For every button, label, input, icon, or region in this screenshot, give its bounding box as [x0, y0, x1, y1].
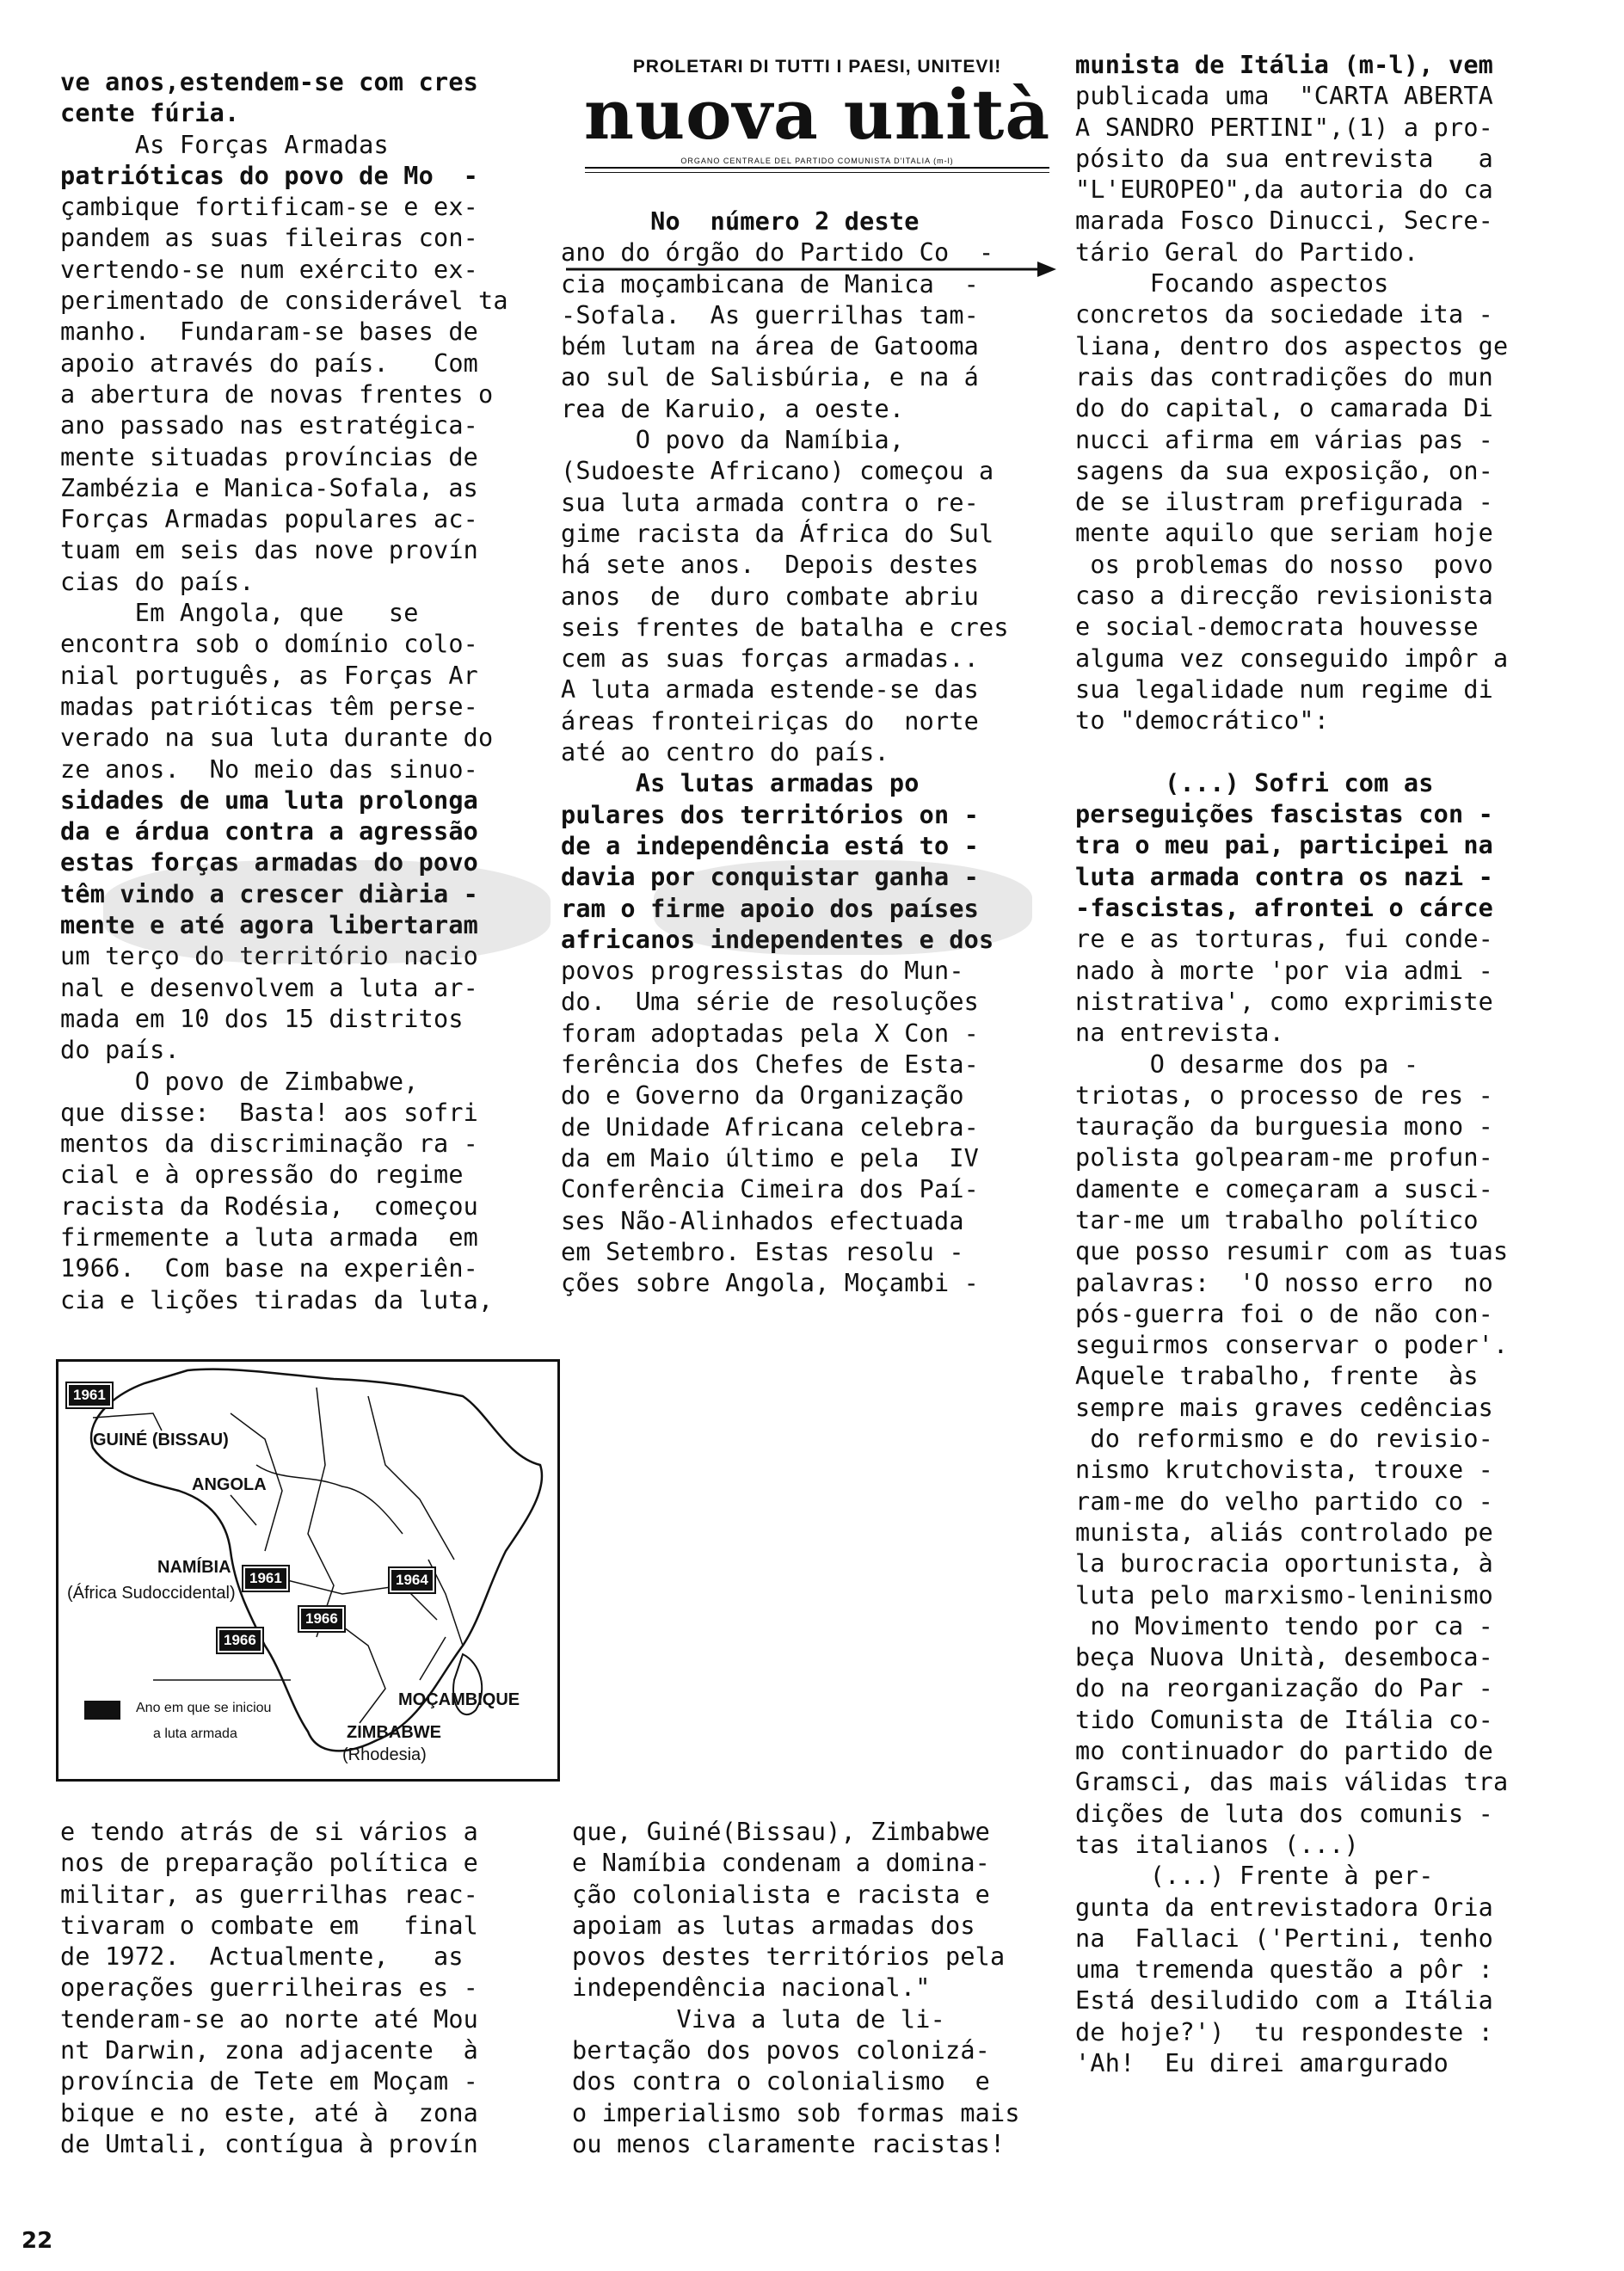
- text-line: gunta da entrevistadora Oria: [1075, 1892, 1494, 1922]
- text-line: cias do país.: [60, 567, 255, 596]
- text-line: nucci afirma em várias pas -: [1075, 425, 1494, 454]
- text-line: nistrativa', como exprimiste: [1075, 987, 1494, 1016]
- text-line: a abertura de novas frentes o: [60, 379, 494, 409]
- text-line: beça Nuova Unità, desemboca-: [1075, 1643, 1494, 1672]
- text-line: de se ilustram prefigurada -: [1075, 488, 1494, 517]
- text-line: Focando aspectos: [1075, 269, 1389, 298]
- text-line: As Forças Armadas: [60, 130, 389, 159]
- text-line: 1966. Com base na experiên-: [60, 1254, 479, 1283]
- text-line: "L'EUROPEO",da autoria do ca: [1075, 175, 1494, 205]
- text-line: bém lutam na área de Gatooma: [561, 332, 980, 361]
- text-line: ses Não-Alinhados efectuada: [561, 1206, 964, 1235]
- year-badge-guine: 1961: [67, 1383, 112, 1407]
- text-line: perseguições fascistas con -: [1075, 800, 1494, 829]
- text-line: No número 2 deste: [561, 207, 920, 236]
- text-line: cente fúria.: [60, 99, 240, 128]
- text-line: Aquele trabalho, frente às: [1075, 1362, 1479, 1391]
- text-line: vertendo-se num exército ex-: [60, 255, 479, 284]
- text-line: rea de Karuio, a oeste.: [561, 394, 905, 423]
- legend-swatch: [84, 1701, 120, 1720]
- text-line: O desarme dos pa -: [1075, 1049, 1419, 1079]
- text-line: e Namíbia condenam a domina-: [572, 1849, 991, 1878]
- text-line: nt Darwin, zona adjacente à: [60, 2036, 479, 2065]
- masthead-slogan: PROLETARI DI TUTTI I PAESI, UNITEVI!: [632, 57, 1002, 77]
- text-line: davia por conquistar ganha -: [561, 863, 980, 892]
- text-line: sua legalidade num regime di: [1075, 674, 1494, 704]
- text-line: to "democrático":: [1075, 706, 1330, 735]
- text-line: militar, as guerrilhas reac-: [60, 1880, 479, 1909]
- text-line: tra o meu pai, participei na: [1075, 831, 1494, 860]
- text-line: tauração da burguesia mono -: [1075, 1112, 1494, 1142]
- text-line: ano passado nas estratégica-: [60, 411, 479, 440]
- text-line: do. Uma série de resoluções: [561, 988, 980, 1017]
- text-line: áreas fronteiriças do norte: [561, 706, 980, 735]
- text-line: sua luta armada contra o re-: [561, 488, 980, 517]
- text-line: manho. Fundaram-se bases de: [60, 317, 479, 347]
- text-line: um terço do território nacio: [60, 942, 479, 971]
- text-line: pósito da sua entrevista a: [1075, 144, 1494, 173]
- text-line: nado à morte 'por via admi -: [1075, 956, 1494, 985]
- text-line: o imperialismo sob formas mais: [572, 2098, 1020, 2127]
- text-line: ção colonialista e racista e: [572, 1880, 991, 1909]
- text-line: sidades de uma luta prolonga: [60, 785, 479, 815]
- text-line: pulares dos territórios on -: [561, 800, 980, 829]
- text-line: sagens da sua exposição, on-: [1075, 456, 1494, 485]
- text-line: madas patrióticas têm perse-: [60, 692, 479, 721]
- map-label-namibia: NAMÍBIA: [157, 1558, 231, 1577]
- text-line: operações guerrilheiras es -: [60, 1973, 479, 2003]
- text-line: do e Governo da Organização: [561, 1081, 964, 1111]
- text-line: que, Guiné(Bissau), Zimbabwe: [572, 1818, 991, 1846]
- ink-smudge: [654, 860, 1032, 955]
- text-line: apoiam as lutas armadas dos: [572, 1911, 975, 1940]
- text-line: ções sobre Angola, Moçambi -: [561, 1269, 980, 1298]
- legend-line-2: a luta armada: [153, 1726, 237, 1741]
- text-line: foram adoptadas pela X Con -: [561, 1019, 980, 1048]
- text-line: A luta armada estende-se das: [561, 675, 980, 705]
- text-line: africanos independentes e dos: [561, 925, 994, 954]
- text-line: bique e no este, até à zona: [60, 2098, 479, 2127]
- text-line: da em Maio último e pela IV: [561, 1143, 980, 1172]
- text-line: luta pelo marxismo-leninismo: [1075, 1580, 1494, 1609]
- text-line: na entrevista.: [1075, 1019, 1285, 1048]
- text-line: povos progressistas do Mun-: [561, 957, 964, 986]
- text-line: tário Geral do Partido.: [1075, 237, 1419, 267]
- text-line: A SANDRO PERTINI",(1) a pro-: [1075, 113, 1494, 142]
- text-line: mente aquilo que seriam hoje: [1075, 519, 1494, 548]
- text-line: [1075, 737, 1591, 768]
- text-line: tas italianos (...): [1075, 1830, 1359, 1859]
- text-line: de 1972. Actualmente, as: [60, 1942, 464, 1972]
- text-line: 'Ah! Eu direi amargurado: [1075, 2049, 1449, 2077]
- map-label-zimbabwe: ZIMBABWE: [347, 1723, 441, 1742]
- text-line: de Unidade Africana celebra-: [561, 1112, 980, 1142]
- page-number: 22: [22, 2228, 53, 2254]
- text-line: de a independência está to -: [561, 831, 980, 860]
- text-line: povos destes territórios pela: [572, 1942, 1006, 1972]
- article-column-5: [572, 1817, 1075, 2160]
- text-line: nismo krutchovista, trouxe -: [1075, 1456, 1494, 1485]
- masthead-rule: [585, 167, 1049, 173]
- text-line: apoio através do país. Com: [60, 348, 479, 378]
- text-line: triotas, o processo de res -: [1075, 1080, 1494, 1110]
- text-line: cia moçambicana de Manica -: [561, 269, 980, 298]
- text-line: que posso resumir com as tuas: [1075, 1237, 1509, 1266]
- text-line: ano do órgão do Partido Co -: [561, 238, 994, 268]
- text-line: que disse: Basta! aos sofri: [60, 1098, 479, 1127]
- text-line: re e as torturas, fui conde-: [1075, 925, 1494, 954]
- ink-smudge: [103, 860, 551, 963]
- text-line: rais das contradições do mun: [1075, 362, 1494, 391]
- text-line: na Fallaci ('Pertini, tenho: [1075, 1923, 1494, 1953]
- masthead-title: nuova unità: [583, 74, 1051, 155]
- text-line: cial e à opressão do regime: [60, 1160, 464, 1190]
- year-badge-namibia: 1966: [218, 1628, 262, 1652]
- text-line: pós-guerra foi o de não con-: [1075, 1299, 1494, 1328]
- text-line: tenderam-se ao norte até Mou: [60, 2004, 479, 2034]
- text-line: tar-me um trabalho político: [1075, 1205, 1479, 1234]
- text-line: uma tremenda questão a pôr :: [1075, 1955, 1494, 1985]
- text-line: publicada uma "CARTA ABERTA: [1075, 82, 1494, 111]
- text-line: polista golpearam-me profun-: [1075, 1143, 1494, 1172]
- map-label-zimbabwe-sub: (Rhodesia): [342, 1745, 427, 1764]
- text-line: la burocracia oportunista, à: [1075, 1549, 1494, 1579]
- text-line: estas forças armadas do povo: [60, 848, 479, 877]
- text-line: dos contra o colonialismo e: [572, 2067, 991, 2096]
- text-line: ram-me do velho partido co -: [1075, 1486, 1494, 1516]
- text-line: Está desiludido com a Itália: [1075, 1986, 1494, 2016]
- text-line: liana, dentro dos aspectos ge: [1075, 331, 1509, 360]
- text-line: têm vindo a crescer diària -: [60, 879, 479, 908]
- text-line: de hoje?') tu respondeste :: [1075, 2017, 1494, 2046]
- text-line: marada Fosco Dinucci, Secre-: [1075, 206, 1494, 236]
- map-label-guine: GUINÉ (BISSAU): [93, 1431, 229, 1449]
- text-line: nos de preparação política e: [60, 1849, 479, 1878]
- text-line: -fascistas, afrontei o cárce: [1075, 894, 1494, 923]
- text-line: caso a direcção revisionista: [1075, 582, 1494, 611]
- text-line: anos de duro combate abriu: [561, 582, 980, 611]
- year-badge-zimbabwe: 1966: [299, 1607, 344, 1631]
- text-line: verado na sua luta durante do: [60, 723, 494, 753]
- legend-line-1: Ano em que se iniciou: [136, 1701, 272, 1715]
- text-line: ze anos. No meio das sinuo-: [60, 754, 479, 784]
- text-line: Em Angola, que se: [60, 599, 419, 628]
- text-line: do do capital, o camarada Di: [1075, 394, 1494, 423]
- text-line: ou menos claramente racistas!: [572, 2129, 1006, 2158]
- text-line: cia e lições tiradas da luta,: [60, 1285, 494, 1314]
- map-label-mocambique: MOÇAMBIQUE: [398, 1690, 520, 1709]
- text-line: O povo da Namíbia,: [561, 426, 905, 455]
- text-line: em Setembro. Estas resolu -: [561, 1237, 964, 1266]
- text-line: de Umtali, contígua à provín: [60, 2129, 479, 2158]
- text-line: O povo de Zimbabwe,: [60, 1067, 419, 1096]
- text-line: ao sul de Salisbúria, e na á: [561, 363, 980, 392]
- article-column-2: [561, 206, 1064, 1299]
- text-line: ve anos,estendem-se com cres: [60, 68, 479, 96]
- text-line: do na reorganização do Par -: [1075, 1674, 1494, 1703]
- text-line: perimentado de considerável ta: [60, 286, 508, 316]
- text-line: encontra sob o domínio colo-: [60, 630, 479, 659]
- text-line: ferência dos Chefes de Esta-: [561, 1050, 980, 1080]
- text-line: mente situadas províncias de: [60, 442, 479, 471]
- year-badge-mocambique: 1964: [390, 1568, 434, 1592]
- text-line: Conferência Cimeira dos Paí-: [561, 1175, 980, 1204]
- text-line: mada em 10 dos 15 distritos: [60, 1004, 464, 1033]
- text-line: seis frentes de batalha e cres: [561, 612, 1009, 642]
- text-line: mentos da discriminação ra -: [60, 1129, 479, 1159]
- text-line: concretos da sociedade ita -: [1075, 300, 1494, 329]
- africa-map-outline: [58, 1362, 557, 1779]
- text-line: província de Tete em Moçam -: [60, 2067, 479, 2096]
- text-line: e tendo atrás de si vários a: [60, 1818, 479, 1846]
- text-line: tuam em seis das nove provín: [60, 536, 479, 565]
- text-line: bertação dos povos colonizá-: [572, 2036, 991, 2065]
- text-line: cem as suas forças armadas..: [561, 644, 980, 674]
- text-line: do reformismo e do revisio-: [1075, 1425, 1494, 1454]
- text-line: gime racista da África do Sul: [561, 519, 994, 548]
- text-line: tido Comunista de Itália co-: [1075, 1705, 1494, 1734]
- map-label-namibia-sub: (África Sudoccidental): [67, 1584, 236, 1603]
- masthead-subtitle: ORGANO CENTRALE DEL PARTIDO COMUNISTA D'ITALIA (m-l): [680, 157, 954, 165]
- text-line: munista, aliás controlado pe: [1075, 1517, 1494, 1547]
- text-line: tivaram o combate em final: [60, 1911, 479, 1940]
- text-line: Gramsci, das mais válidas tra: [1075, 1768, 1509, 1797]
- text-line: Zambézia e Manica-Sofala, as: [60, 473, 479, 502]
- africa-map: [56, 1359, 560, 1782]
- text-line: até ao centro do país.: [561, 738, 889, 767]
- text-line: (...) Frente à per-: [1075, 1862, 1434, 1891]
- text-line: nial português, as Forças Ar: [60, 661, 479, 690]
- text-line: çambique fortificam-se e ex-: [60, 193, 479, 222]
- text-line: pandem as suas fileiras con-: [60, 224, 479, 253]
- text-line: luta armada contra os nazi -: [1075, 862, 1494, 891]
- text-line: os problemas do nosso povo: [1075, 550, 1494, 579]
- text-line: As lutas armadas po: [561, 769, 920, 798]
- map-label-angola: ANGOLA: [192, 1475, 267, 1494]
- year-badge-angola: 1961: [243, 1566, 288, 1591]
- text-line: mo continuador do partido de: [1075, 1737, 1494, 1766]
- text-line: racista da Rodésia, começou: [60, 1191, 479, 1221]
- masthead: [568, 52, 1058, 224]
- text-line: palavras: 'O nosso erro no: [1075, 1268, 1494, 1297]
- text-line: patrióticas do povo de Mo -: [60, 161, 479, 190]
- text-line: (Sudoeste Africano) começou a: [561, 457, 994, 486]
- text-line: há sete anos. Depois destes: [561, 551, 980, 580]
- text-line: munista de Itália (m-l), vem: [1075, 51, 1494, 79]
- text-line: Viva a luta de li-: [572, 2004, 945, 2034]
- text-line: no Movimento tendo por ca -: [1075, 1611, 1494, 1640]
- text-line: ram o firme apoio dos países: [561, 894, 980, 923]
- text-line: dições de luta dos comunis -: [1075, 1799, 1494, 1828]
- text-line: firmemente a luta armada em: [60, 1222, 479, 1252]
- text-line: independência nacional.": [572, 1973, 931, 2003]
- article-column-3: [1075, 50, 1591, 2079]
- text-line: nal e desenvolvem a luta ar-: [60, 973, 479, 1002]
- text-line: (...) Sofri com as: [1075, 768, 1434, 797]
- text-line: mente e até agora libertaram: [60, 911, 479, 940]
- text-line: Forças Armadas populares ac-: [60, 505, 479, 534]
- text-line: e social-democrata houvesse: [1075, 612, 1479, 642]
- text-line: sempre mais graves cedências: [1075, 1393, 1494, 1422]
- text-line: seguirmos conservar o poder'.: [1075, 1331, 1509, 1360]
- text-line: alguma vez conseguido impôr a: [1075, 643, 1509, 673]
- text-line: do país.: [60, 1036, 180, 1065]
- text-line: -Sofala. As guerrilhas tam-: [561, 300, 980, 329]
- text-line: da e árdua contra a agressão: [60, 817, 479, 846]
- article-column-4: [60, 1817, 559, 2160]
- text-line: damente e começaram a susci-: [1075, 1174, 1494, 1203]
- article-column-1: [60, 67, 559, 1316]
